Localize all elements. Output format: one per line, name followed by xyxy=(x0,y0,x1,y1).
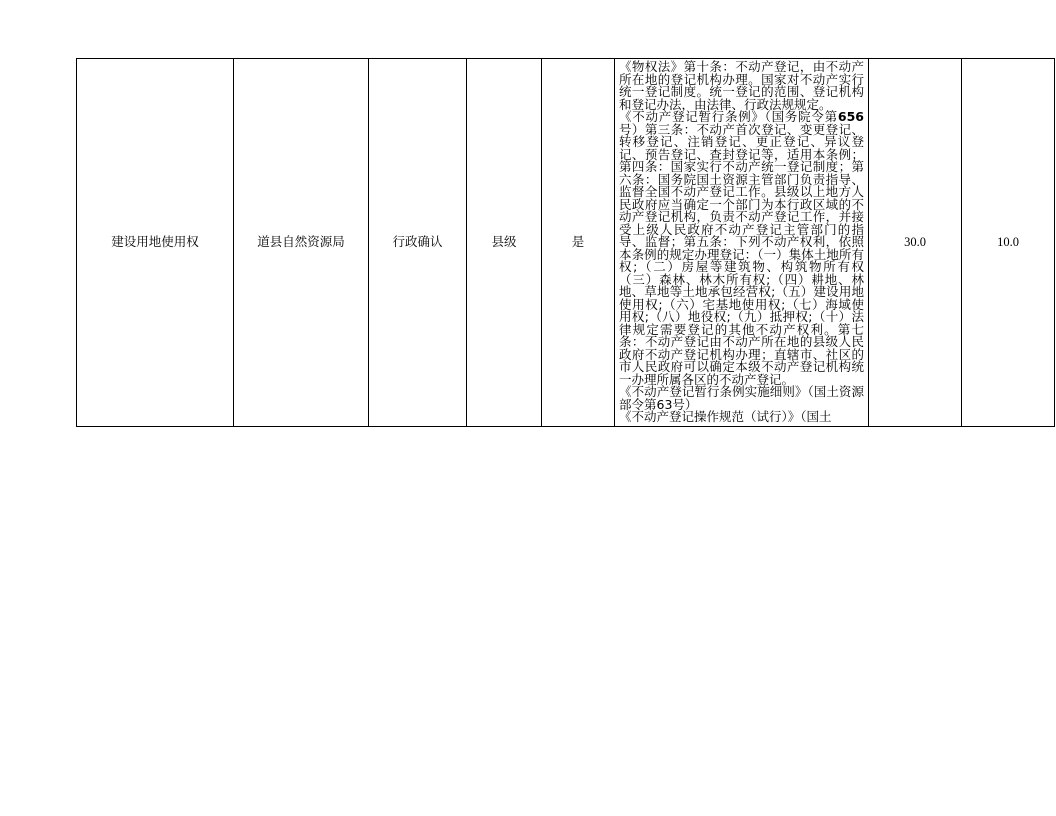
decree-number: 656 xyxy=(837,109,864,124)
legal-basis-paragraph-4: 《不动产登记操作规范（试行）》（国土 xyxy=(619,409,832,424)
legal-basis-paragraph-1: 《物权法》第十条：不动产登记，由不动产所在地的登记机构办理。国家对不动产实行统一登记制度。统一登记的范围、登记机构和登记办法，由法律、行政法规规定。 xyxy=(619,59,864,112)
cell-level: 县级 xyxy=(467,59,542,427)
legal-basis-paragraph-3: 《不动产登记暂行条例实施细则》（国土资源部令第63号） xyxy=(619,384,864,412)
cell-flag: 是 xyxy=(542,59,615,427)
table-row xyxy=(77,59,1055,427)
cell-legal-basis xyxy=(615,59,869,427)
cell-item-name: 建设用地使用权 xyxy=(77,59,234,427)
power-list-table xyxy=(76,58,1055,427)
legal-basis-paragraph-2: 《不动产登记暂行条例》（国务院令第656号）第三条：不动产首次登记、变更登记、转移登记、注销登记、更正登记、异议登记、预告登记、查封登记等，适用本条例；第四条：国家实行不动产统一登记制度；第六条：国务院国土资源主管部门负责指导、监督全国不动产登记工作。县级以上地方人民政府应当确定一个部门为本行政区域的不动产登记机构，负责不动产登记工作，并接受上级人民政府不动产登记主管部门的指导、监督；第五条：下列不动产权利，依照本条例的规定办理登记：（一）集体土地所有权;（二）房屋等建筑物、构筑物所有权（三）森林、林木所有权;（四）耕地、林地、草地等土地承包经营权;（五）建设用地使用权;（六）宅基地使用权;（七）海域使用权;（八）地役权;（九）抵押权;（十）法律规定需要登记的其他不动产权利。第七条：不动产登记由不动产所在地的县级人民政府不动产登记机构办理；直辖市、社区的市人民政府可以确定本级不动产登记机构统一办理所属各区的不动产登记。 xyxy=(619,109,864,387)
cell-value-1: 30.0 xyxy=(869,59,962,427)
cell-power-type: 行政确认 xyxy=(369,59,467,427)
cell-value-2: 10.0 xyxy=(962,59,1055,427)
table-body xyxy=(77,59,1055,427)
cell-organization: 道县自然资源局 xyxy=(234,59,369,427)
